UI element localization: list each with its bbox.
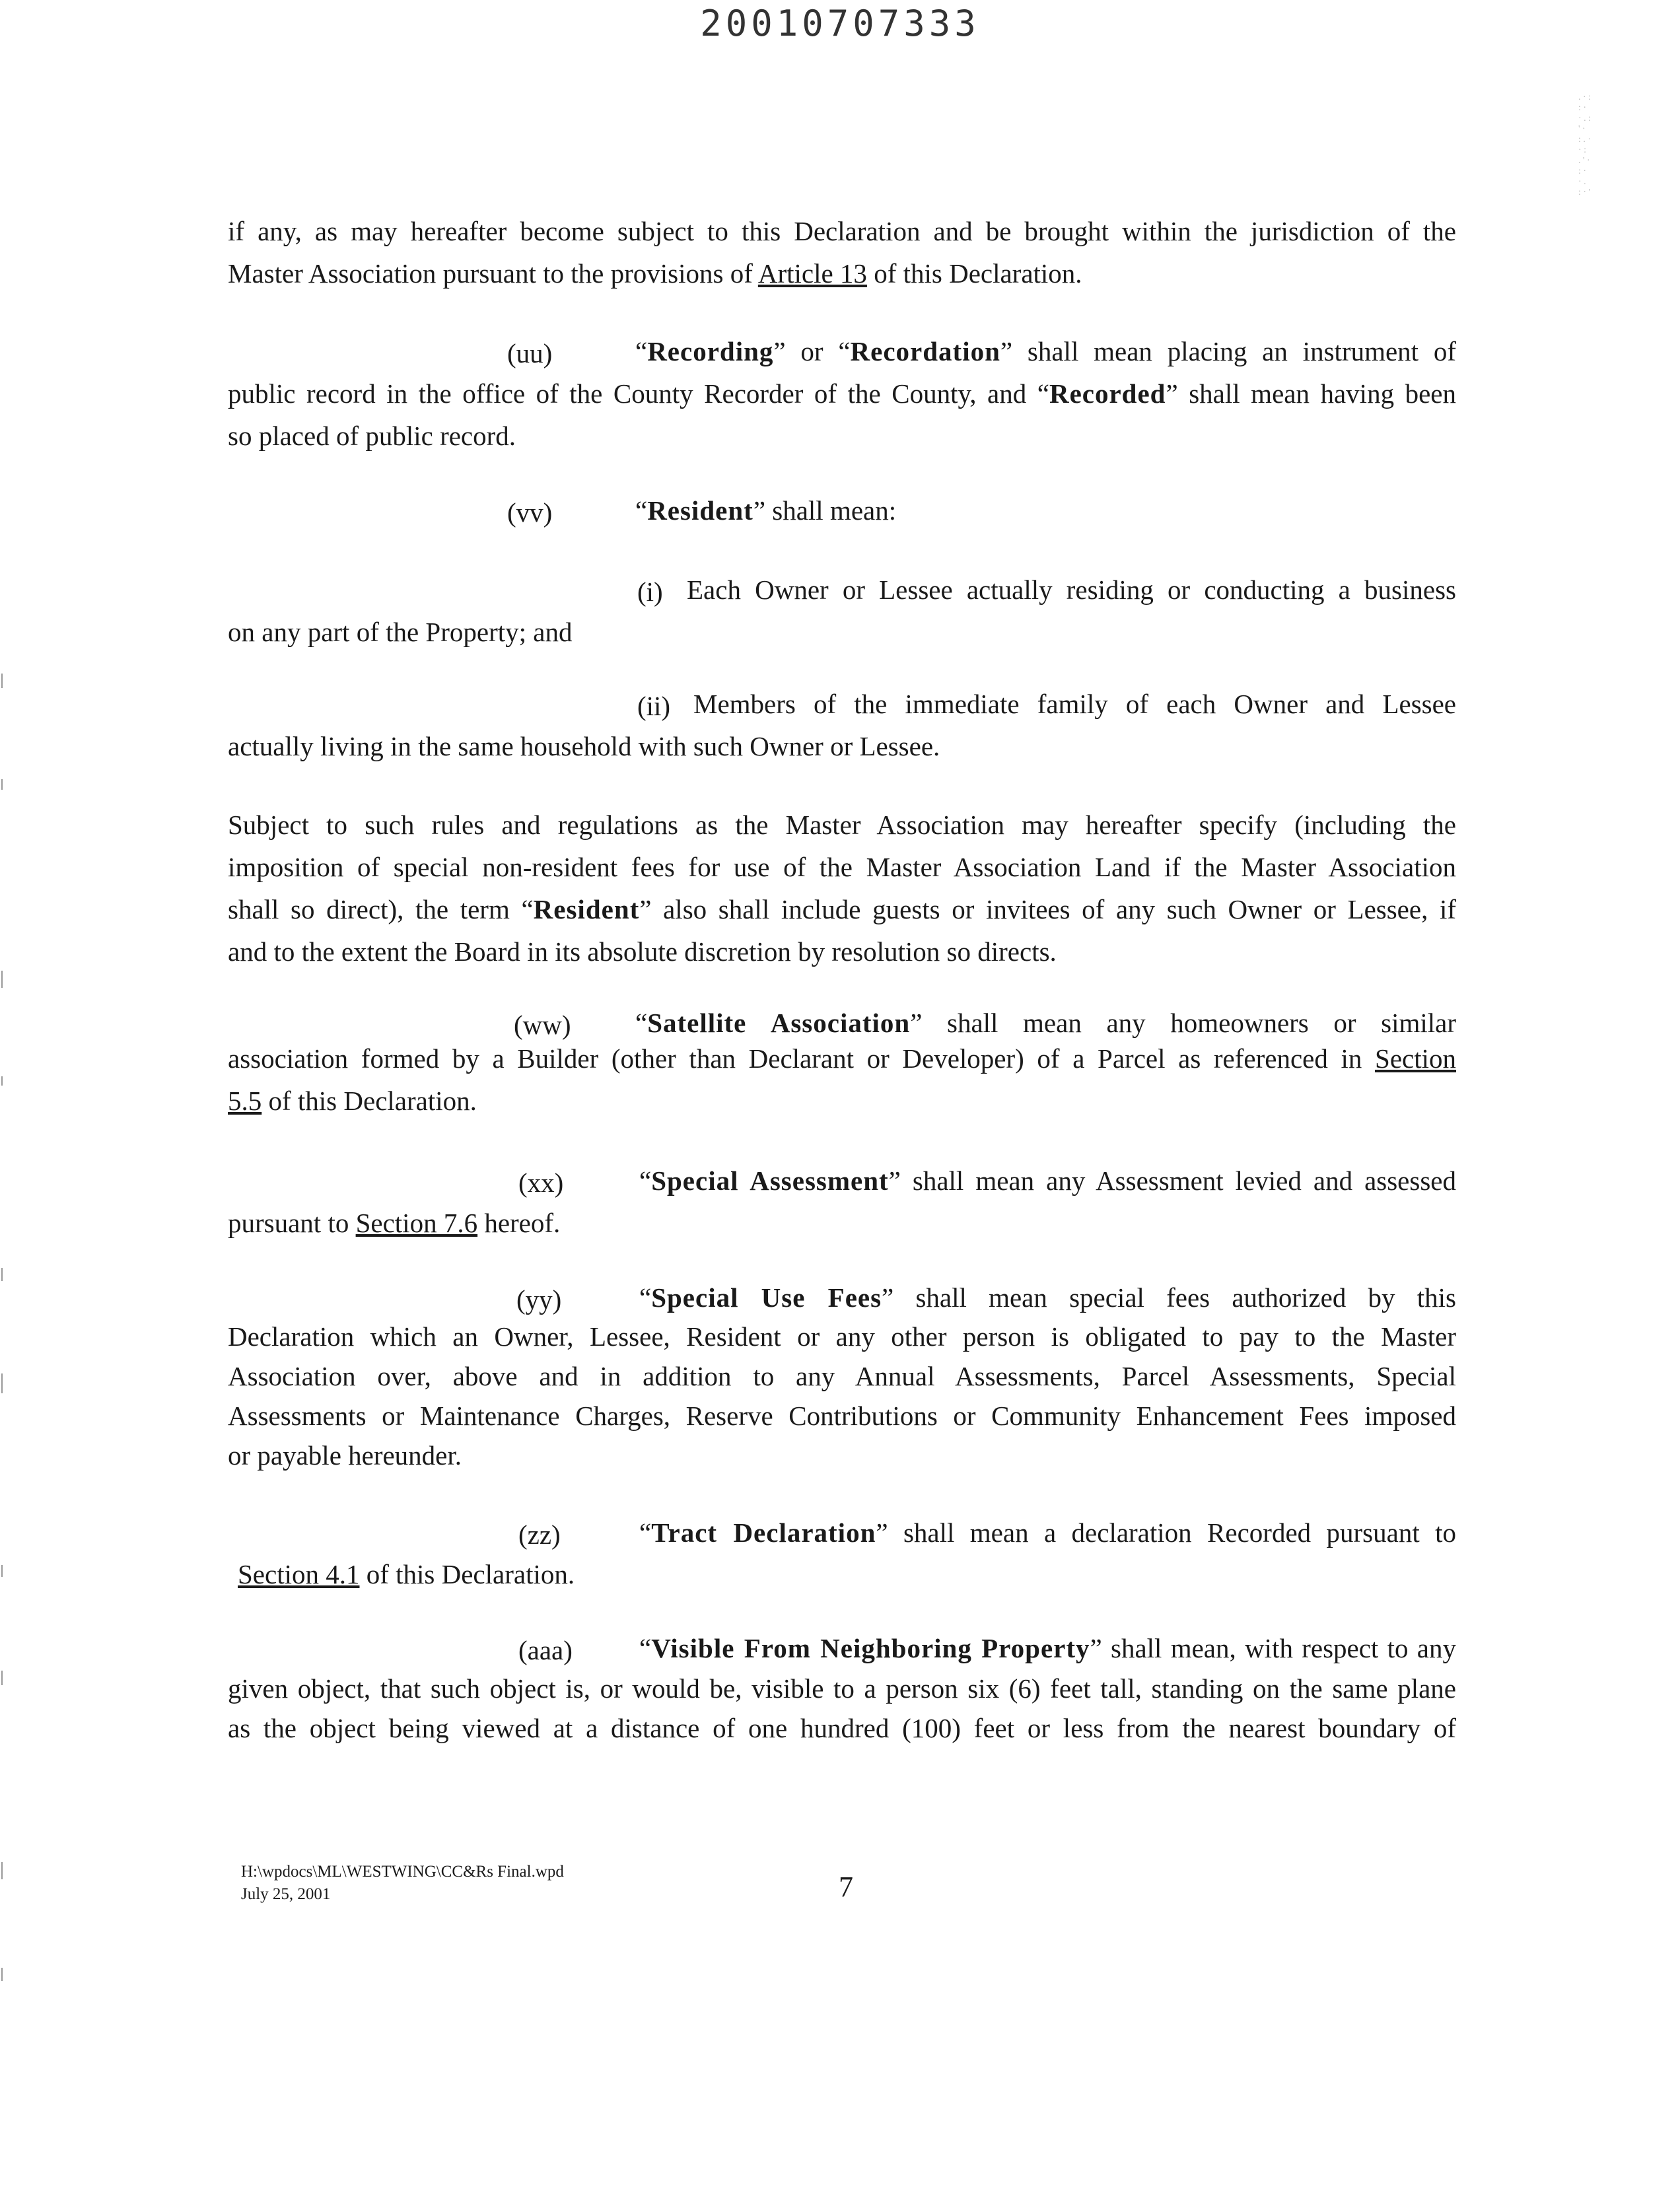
ww-line-2 [228, 1037, 1456, 1080]
yy-quote-close: ” [882, 1282, 894, 1313]
aaa-line-3: as the object being viewed at a distance of one hundred (100) feet or less from the nearest boundary of [228, 1713, 1456, 1743]
yy-line-5: or payable hereunder. [228, 1440, 462, 1471]
yy-line-4: Assessments or Maintenance Charges, Reserve Contributions or Community Enhancement Fees imposed [228, 1401, 1456, 1431]
uu-line-2-end: ” shall mean having been [1166, 378, 1456, 409]
subitem-label-ii: (ii) [637, 691, 671, 721]
yy-line-2: Declaration which an Owner, Lessee, Resident or any other person is obligated to pay to the Master [228, 1321, 1456, 1352]
item-uu-head [635, 330, 1456, 372]
recording-stamp-number: 20010707333 [700, 3, 980, 44]
item-label-ww: (ww) [514, 1010, 571, 1040]
subject-line-3-end: ” also shall include guests or invitees of any such Owner or Lessee, if [639, 894, 1456, 924]
intro-line-2 [228, 252, 1456, 295]
subject-line-1: Subject to such rules and regulations as the Master Association may hereafter specify (including the [228, 810, 1456, 840]
term-recorded: Recorded [1049, 378, 1166, 409]
uu-line-3: so placed of public record. [228, 421, 516, 451]
term-resident: Resident [647, 495, 753, 526]
xx-quote-close: ” [888, 1165, 901, 1196]
subitem-ii-line-2: actually living in the same household with such Owner or Lessee. [228, 731, 940, 761]
term-tract-declaration: Tract Declaration [651, 1517, 876, 1548]
yy-line-3: Association over, above and in addition to any Annual Assessments, Parcel Assessments, Special [228, 1361, 1456, 1391]
ww-line-3 [228, 1080, 1456, 1122]
scan-margin-marks [1, 660, 8, 2179]
vv-rest: ” shall mean: [753, 495, 897, 526]
item-label-aaa: (aaa) [518, 1635, 573, 1665]
ww-quote-open: “ [635, 1008, 648, 1038]
aaa-quote-close: ” [1090, 1633, 1102, 1663]
xx-line-2-end: hereof. [477, 1208, 561, 1238]
subitem-i-line-2: on any part of the Property; and [228, 617, 573, 647]
zz-quote-close: ” [876, 1517, 888, 1548]
subject-line-3 [228, 888, 1456, 930]
item-label-zz: (zz) [518, 1519, 561, 1550]
section-5-5-reference-part-2: 5.5 [228, 1086, 262, 1116]
uu-line-2-text: public record in the office of the County Recorder of the County, and “ [228, 378, 1049, 409]
term-recording: Recording [647, 336, 774, 366]
term-special-assessment: Special Assessment [651, 1165, 889, 1196]
term-visible-from-neighboring-property: Visible From Neighboring Property [651, 1633, 1090, 1663]
uu-line-1-rest: shall mean placing an instrument of [1012, 336, 1456, 366]
ww-line-3-end: of this Declaration. [262, 1086, 477, 1116]
item-label-vv: (vv) [507, 497, 553, 528]
ww-line-2-text: association formed by a Builder (other than Declarant or Developer) of a Parcel as referenced in [228, 1043, 1376, 1074]
aaa-quote-open: “ [639, 1633, 652, 1663]
subitem-label-i: (i) [637, 576, 663, 607]
zz-line-1-rest: shall mean a declaration Recorded pursuant to [888, 1517, 1456, 1548]
ww-quote-close: ” [910, 1008, 923, 1038]
footer-date: July 25, 2001 [241, 1885, 331, 1903]
subitem-i-line-1: Each Owner or Lessee actually residing or conducting a business [687, 574, 1456, 605]
uu-quote-close: ” [1000, 336, 1013, 366]
footer-file-path: H:\wpdocs\ML\WESTWING\CC&Rs Final.wpd [241, 1863, 564, 1881]
section-4-1-reference: Section 4.1 [238, 1559, 360, 1589]
intro-line-1: if any, as may hereafter become subject to this Declaration and be brought within the jurisdiction of the [228, 216, 1456, 246]
item-aaa-head [639, 1627, 1456, 1669]
section-5-5-reference-part-1: Section [1375, 1043, 1456, 1074]
item-zz-body [238, 1553, 1456, 1595]
resident-guests-paragraph [228, 804, 1456, 973]
item-vv-head [635, 489, 896, 532]
term-special-use-fees: Special Use Fees [651, 1282, 882, 1313]
yy-quote-open: “ [639, 1282, 652, 1313]
zz-line-2 [238, 1553, 1456, 1595]
intro-line-2-end: of this Declaration. [866, 258, 1082, 289]
ww-line-1-rest: shall mean any homeowners or similar [922, 1008, 1456, 1038]
item-ww-body [228, 1037, 1456, 1122]
uu-quote-open: “ [635, 336, 648, 366]
term-satellite-association: Satellite Association [647, 1008, 911, 1038]
page-number: 7 [839, 1871, 853, 1903]
uu-quote-mid: ” or “ [773, 336, 851, 366]
scan-specks: . · : : · · . : ' · : . · · : . ' · : · · . : · ' [1578, 92, 1592, 197]
zz-line-2-end: of this Declaration. [359, 1559, 575, 1589]
vv-quote-open: “ [635, 495, 648, 526]
aaa-line-1-rest: shall mean, with respect to any [1102, 1633, 1456, 1663]
item-label-yy: (yy) [516, 1284, 562, 1315]
intro-paragraph [228, 210, 1456, 295]
subject-line-2: imposition of special non-resident fees for use of the Master Association Land if the Master Association [228, 852, 1456, 882]
subject-line-3-text: shall so direct), the term “ [228, 894, 534, 924]
aaa-line-2: given object, that such object is, or would be, visible to a person six (6) feet tall, standing on the same plane [228, 1673, 1456, 1704]
xx-line-2-text: pursuant to [228, 1208, 356, 1238]
footer-file-info [241, 1861, 564, 1906]
subitem-ii-line-1: Members of the immediate family of each Owner and Lessee [693, 689, 1456, 719]
xx-line-1-rest: shall mean any Assessment levied and assessed [900, 1165, 1456, 1196]
yy-line-1-rest: shall mean special fees authorized by this [893, 1282, 1456, 1313]
item-xx-head [639, 1160, 1456, 1202]
item-yy-body [228, 1317, 1456, 1475]
xx-line-2 [228, 1202, 1456, 1244]
item-yy-head [639, 1276, 1456, 1319]
term-recordation: Recordation [850, 336, 1000, 366]
uu-line-2 [228, 372, 1456, 415]
item-label-xx: (xx) [518, 1167, 564, 1198]
item-xx-body [228, 1202, 1456, 1244]
intro-line-2-text: Master Association pursuant to the provisions of [228, 258, 758, 289]
zz-quote-open: “ [639, 1517, 652, 1548]
section-7-6-reference: Section 7.6 [355, 1208, 478, 1238]
item-uu-body [228, 372, 1456, 457]
item-zz-head [639, 1511, 1456, 1554]
subject-line-4: and to the extent the Board in its absolute discretion by resolution so directs. [228, 936, 1057, 967]
article-13-reference: Article 13 [757, 258, 867, 289]
xx-quote-open: “ [639, 1165, 652, 1196]
term-resident-2: Resident [533, 894, 640, 924]
item-aaa-body [228, 1669, 1456, 1748]
item-label-uu: (uu) [507, 338, 553, 368]
